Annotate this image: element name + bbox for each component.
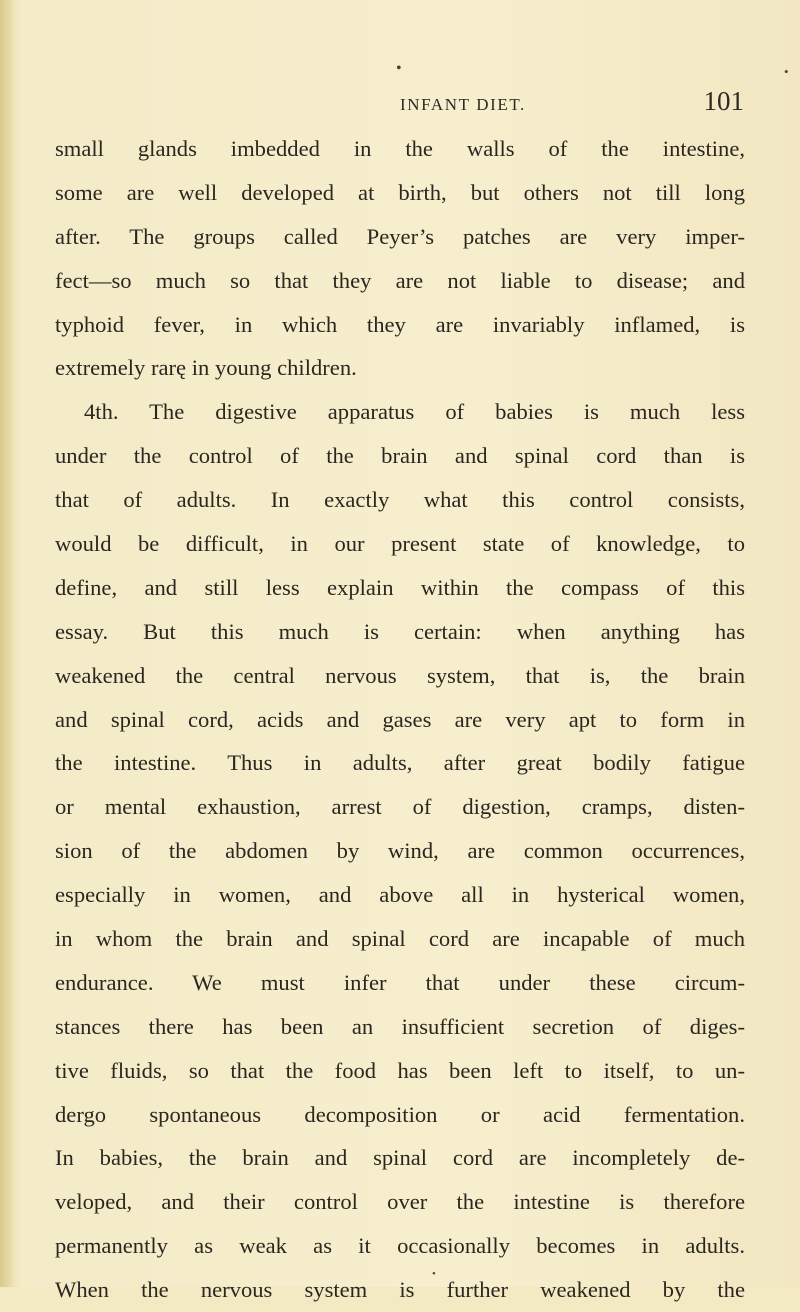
text-line: after. The groups called Peyer’s patches are very imper- — [55, 223, 745, 249]
text-line: and spinal cord, acids and gases are very apt to form in — [55, 706, 745, 732]
running-head: INFANT DIET. — [400, 95, 526, 114]
text-line: small glands imbedded in the walls of the intestine, — [55, 136, 745, 161]
text-line: permanently as weak as it occasionally becomes in adults. — [55, 1233, 745, 1259]
text-line: 4th. The digestive apparatus of babies is much less — [84, 399, 745, 425]
text-line: typhoid fever, in which they are invariably inflamed, is — [55, 311, 745, 337]
text-line: essay. But this much is certain: when anything has — [55, 618, 745, 644]
text-line: stances there has been an insufficient secretion of diges- — [55, 1013, 745, 1039]
text-line: When the nervous system is further weakened by the — [55, 1277, 745, 1303]
text-line: fect—so much so that they are not liable to disease; and — [55, 267, 745, 293]
text-line: In babies, the brain and spinal cord are incompletely de- — [55, 1145, 745, 1171]
text-line: extremely rarę in young children. — [55, 355, 357, 381]
text-line: the intestine. Thus in adults, after great bodily fatigue — [55, 750, 745, 776]
text-line: tive fluids, so that the food has been left to itself, to un- — [55, 1057, 745, 1083]
text-line: veloped, and their control over the intestine is therefore — [55, 1189, 745, 1215]
text-line: especially in women, and above all in hysterical women, — [55, 882, 745, 908]
text-line: weakened the central nervous system, that is, the brain — [55, 662, 745, 688]
ink-speck: • — [432, 1268, 436, 1280]
text-line: in whom the brain and spinal cord are incapable of much — [55, 926, 745, 952]
ink-speck: • — [784, 64, 789, 79]
ink-speck: • — [396, 60, 402, 77]
body-text — [55, 127, 745, 1312]
text-line: under the control of the brain and spinal cord than is — [55, 443, 745, 469]
text-line: sion of the abdomen by wind, are common occurrences, — [55, 838, 745, 864]
text-line: dergo spontaneous decomposition or acid fermentation. — [55, 1101, 745, 1127]
text-line: that of adults. In exactly what this control consists, — [55, 487, 745, 513]
text-line: would be difficult, in our present state of knowledge, to — [55, 531, 745, 557]
text-line: or mental exhaustion, arrest of digestion, cramps, disten- — [55, 794, 745, 820]
text-line: some are well developed at birth, but others not till long — [55, 179, 745, 205]
page-header — [400, 86, 744, 126]
text-line: define, and still less explain within the compass of this — [55, 574, 745, 600]
text-line: endurance. We must infer that under these circum- — [55, 969, 745, 995]
page-gutter-shadow — [0, 0, 14, 1287]
page-number: 101 — [703, 86, 744, 116]
